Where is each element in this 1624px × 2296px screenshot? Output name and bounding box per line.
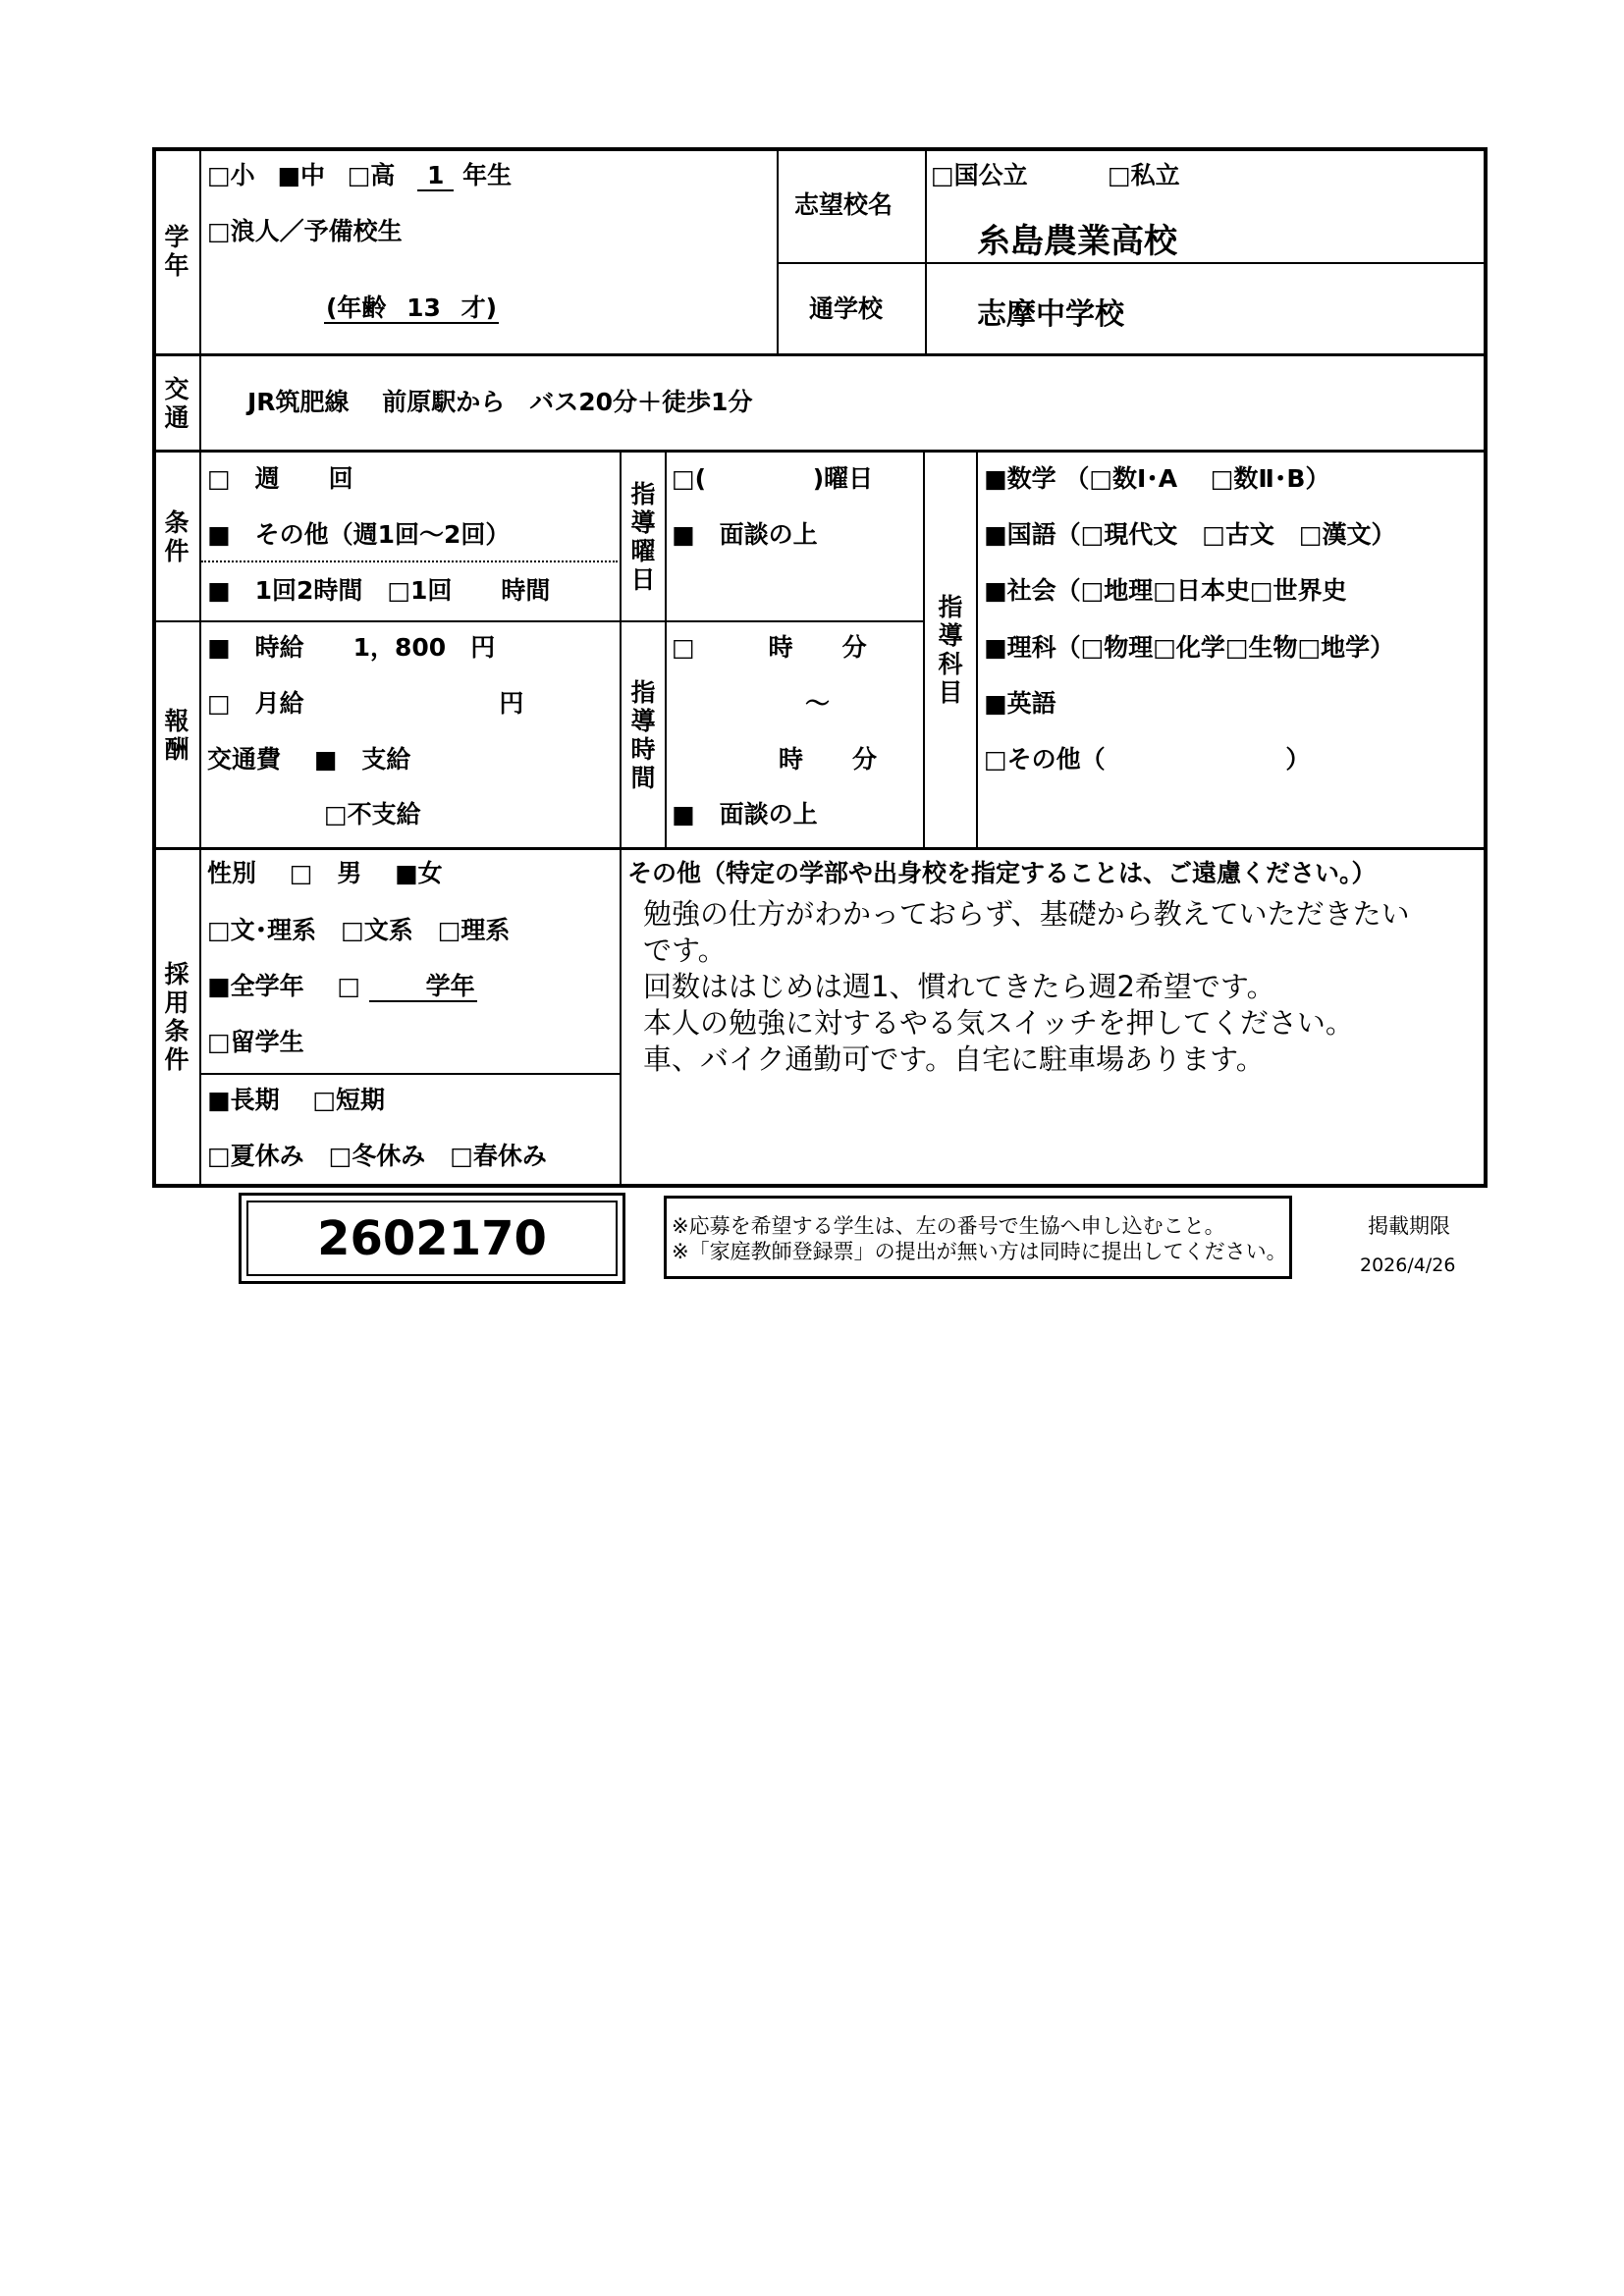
target-school-name: 糸島農業高校 <box>977 222 1177 261</box>
subject-english[interactable]: ■英語 <box>984 689 1056 718</box>
cond-weekly[interactable]: □ 週 回 <box>207 464 353 493</box>
pay-monthly[interactable]: □ 月給 円 <box>207 689 524 718</box>
lesson-time-label: 指 導 時 間 <box>630 677 656 792</box>
subject-social[interactable]: ■社会（□地理□日本史□世界史 <box>984 576 1347 605</box>
row-sep-conditions-top <box>152 450 1488 453</box>
pay-hourly[interactable]: ■ 時給 1，800 円 <box>207 633 496 662</box>
school-private[interactable]: □私立 <box>1108 161 1180 189</box>
school-public[interactable]: □国公立 <box>931 161 1028 189</box>
note-line-2: ※「家庭教師登録票」の提出が無い方は同時に提出してください。 <box>672 1240 1287 1263</box>
grade-line1 <box>207 161 512 190</box>
pay-no-transport[interactable]: □不支給 <box>324 800 421 828</box>
lesson-day-select[interactable]: □( )曜日 <box>672 464 874 493</box>
lesson-time-interview[interactable]: ■ 面談の上 <box>672 800 818 828</box>
hiring-vacation[interactable]: □夏休み □冬休み □春休み <box>207 1142 547 1170</box>
current-school-name: 志摩中学校 <box>977 297 1124 332</box>
subject-japanese[interactable]: ■国語（□現代文 □古文 □漢文） <box>984 520 1396 549</box>
cond-other[interactable]: ■ その他（週1回～2回） <box>207 520 511 549</box>
grade-year-value: 1 <box>417 161 454 191</box>
hiring-sep <box>199 1073 622 1075</box>
row-sep-transport-top <box>152 353 1488 356</box>
cond-time[interactable]: ■ 1回2時間 □1回 時間 <box>207 576 551 605</box>
lesson-time-to[interactable]: 時 分 <box>779 745 878 774</box>
cond-divider-2 <box>665 452 667 849</box>
current-school-label: 通学校 <box>809 294 884 323</box>
pay-label: 報 酬 <box>164 706 189 764</box>
grade-elementary[interactable]: □小 <box>207 161 255 189</box>
table-border-bottom <box>152 1184 1488 1188</box>
lesson-day-label: 指 導 曜 日 <box>630 480 656 594</box>
hiring-track[interactable]: □文･理系 □文系 □理系 <box>207 916 511 944</box>
grade-label: 学 年 <box>164 223 189 280</box>
id-number-box <box>239 1193 625 1284</box>
school-divider-1 <box>777 147 779 355</box>
subject-science[interactable]: ■理科（□物理□化学□生物□地学） <box>984 633 1395 662</box>
row-sep-hiring-top <box>152 847 1488 850</box>
other-notes: 勉強の仕方がわかっておらず、基礎から教えていただきたい です。 回数ははじめは週1、慣れてきたら週2希望です。 本人の勉強に対するやる気スイッチを押してください。 車、バイク通勤可です。自宅に駐車場あります。 <box>643 897 1410 1076</box>
grade-year-suffix: 年生 <box>462 161 513 189</box>
deadline-date: 2026/4/26 <box>1360 1255 1456 1276</box>
pay-transport-fee[interactable]: 交通費 ■ 支給 <box>207 745 411 774</box>
school-sep <box>777 262 1488 264</box>
cond-divider-4 <box>976 452 978 849</box>
table-border-right <box>1484 147 1488 1188</box>
hiring-year-blank: 学年 <box>369 972 477 1002</box>
grade-junior-high[interactable]: ■中 <box>277 161 325 189</box>
subject-math[interactable]: ■数学 （□数Ⅰ･A □数Ⅱ･B） <box>984 464 1330 493</box>
grade-high[interactable]: □高 <box>347 161 396 189</box>
hiring-term[interactable]: ■長期 □短期 <box>207 1086 385 1114</box>
grade-ronin[interactable]: □浪人／予備校生 <box>207 217 403 245</box>
subjects-label: 指 導 科 目 <box>938 593 963 707</box>
hiring-year[interactable]: ■全学年 □ 学年 <box>207 972 475 1000</box>
deadline-label: 掲載期限 <box>1368 1214 1450 1238</box>
subject-other[interactable]: □その他（ ） <box>984 745 1311 774</box>
age-value: 13 <box>406 294 441 322</box>
age-underline: (年齢 13 才) <box>326 294 498 322</box>
table-border-top <box>152 147 1488 151</box>
application-note <box>664 1196 1292 1279</box>
lesson-time-tilde: ～ <box>805 689 831 718</box>
lesson-time-from[interactable]: □ 時 分 <box>672 633 867 662</box>
dotted-separator <box>201 561 618 562</box>
id-number: 2602170 <box>246 1201 618 1276</box>
conditions-label: 条 件 <box>164 508 189 565</box>
other-heading: その他（特定の学部や出身校を指定することは、ご遠慮ください。） <box>627 859 1377 887</box>
transport-label: 交 通 <box>164 374 189 432</box>
label-col-divider <box>199 147 201 1188</box>
lesson-day-interview[interactable]: ■ 面談の上 <box>672 520 818 549</box>
note-line-1: ※応募を希望する学生は、左の番号で生協へ申し込むこと。 <box>672 1214 1225 1238</box>
school-divider-2 <box>925 147 927 355</box>
hiring-gender[interactable]: 性別 □ 男 ■女 <box>207 859 443 887</box>
row-sep-pay-top <box>152 620 923 622</box>
target-school-label: 志望校名 <box>794 190 893 219</box>
hiring-label: 採 用 条 件 <box>164 960 189 1074</box>
transport-route: JR筑肥線 前原駅から バス20分＋徒歩1分 <box>247 388 753 416</box>
hiring-divider <box>620 849 622 1186</box>
hiring-intl[interactable]: □留学生 <box>207 1028 304 1056</box>
grade-age <box>324 294 499 323</box>
